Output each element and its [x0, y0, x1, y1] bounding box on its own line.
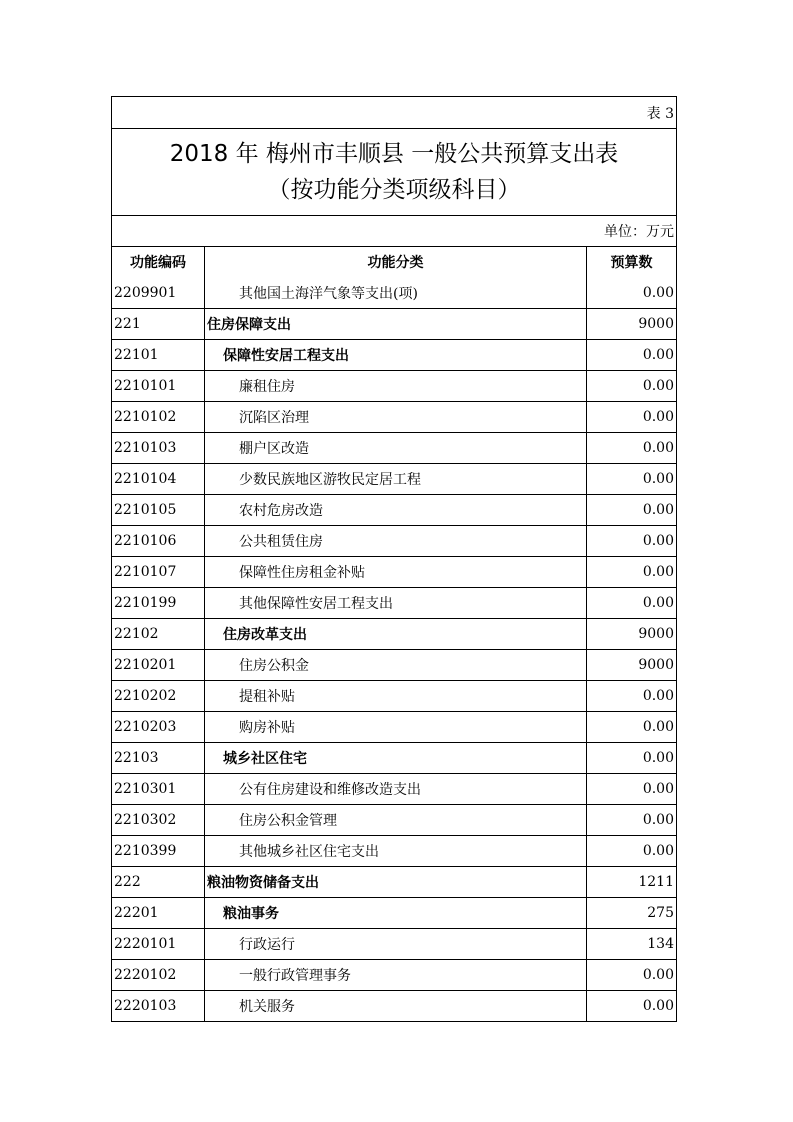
row-category: 粮油物资储备支出	[205, 867, 587, 897]
row-code: 2220101	[112, 929, 205, 959]
row-category: 公共租赁住房	[205, 526, 587, 556]
table-row	[112, 773, 676, 804]
row-code: 2210105	[112, 495, 205, 525]
row-amount: 0.00	[642, 533, 674, 549]
header-amount: 预算数	[610, 255, 653, 271]
header-category: 功能分类	[205, 247, 587, 277]
table-row	[112, 525, 676, 556]
row-code: 2210104	[112, 464, 205, 494]
row-amount: 0.00	[642, 471, 674, 487]
row-amount: 0.00	[642, 284, 674, 301]
row-code: 2210102	[112, 402, 205, 432]
row-code: 2210399	[112, 836, 205, 866]
row-amount: 9000	[638, 657, 674, 673]
table-header	[112, 246, 676, 277]
table-row	[112, 866, 676, 897]
row-category: 城乡社区住宅	[205, 743, 587, 773]
row-category: 其他国土海洋气象等支出(项)	[205, 277, 587, 308]
row-category: 农村危房改造	[205, 495, 587, 525]
row-category: 粮油事务	[205, 898, 587, 928]
row-code: 22201	[112, 898, 205, 928]
row-code: 221	[112, 309, 205, 339]
table-row	[112, 742, 676, 773]
table-row	[112, 401, 676, 432]
row-code: 2210203	[112, 712, 205, 742]
row-code: 22103	[112, 743, 205, 773]
row-amount: 0.00	[642, 998, 674, 1014]
table-row	[112, 835, 676, 866]
row-category: 住房公积金	[205, 650, 587, 680]
row-code: 2210101	[112, 371, 205, 401]
row-code: 2220102	[112, 960, 205, 990]
row-category: 少数民族地区游牧民定居工程	[205, 464, 587, 494]
table-row	[112, 897, 676, 928]
row-category: 沉陷区治理	[205, 402, 587, 432]
row-code: 222	[112, 867, 205, 897]
row-amount: 0.00	[642, 409, 674, 425]
table-row	[112, 339, 676, 370]
table-row	[112, 928, 676, 959]
table-row	[112, 308, 676, 339]
row-category: 提租补贴	[205, 681, 587, 711]
table-row	[112, 990, 676, 1021]
row-category: 廉租住房	[205, 371, 587, 401]
title-line-2: （按功能分类项级科目）	[267, 177, 521, 203]
row-amount: 0.00	[642, 781, 674, 797]
row-code: 2220103	[112, 991, 205, 1021]
row-amount: 0.00	[642, 595, 674, 611]
budget-table	[111, 96, 677, 1022]
row-code: 22101	[112, 340, 205, 370]
row-category: 其他保障性安居工程支出	[205, 588, 587, 618]
row-code: 2209901	[112, 277, 205, 308]
table-row	[112, 463, 676, 494]
table-row	[112, 277, 676, 308]
row-amount: 0.00	[642, 967, 674, 983]
row-category: 住房公积金管理	[205, 805, 587, 835]
row-category: 保障性住房租金补贴	[205, 557, 587, 587]
row-category: 其他城乡社区住宅支出	[205, 836, 587, 866]
table-row	[112, 494, 676, 525]
row-category: 住房改革支出	[205, 619, 587, 649]
row-amount: 1211	[638, 874, 674, 890]
row-code: 22102	[112, 619, 205, 649]
unit-label: 单位：万元	[112, 215, 676, 246]
row-amount: 0.00	[642, 750, 674, 766]
row-amount: 0.00	[642, 347, 674, 363]
row-amount: 9000	[638, 626, 674, 642]
row-amount: 275	[647, 905, 674, 921]
row-amount: 0.00	[642, 564, 674, 580]
row-category: 购房补贴	[205, 712, 587, 742]
row-code: 2210201	[112, 650, 205, 680]
row-amount: 0.00	[642, 812, 674, 828]
header-code: 功能编码	[112, 247, 205, 277]
row-category: 棚户区改造	[205, 433, 587, 463]
row-category: 机关服务	[205, 991, 587, 1021]
table-row	[112, 711, 676, 742]
table-row	[112, 959, 676, 990]
row-category: 保障性安居工程支出	[205, 340, 587, 370]
table-number: 表 3	[646, 105, 674, 122]
row-amount: 0.00	[642, 440, 674, 456]
table-row	[112, 649, 676, 680]
table-row	[112, 618, 676, 649]
table-row	[112, 587, 676, 618]
table-row	[112, 680, 676, 711]
row-code: 2210302	[112, 805, 205, 835]
row-code: 2210103	[112, 433, 205, 463]
row-category: 住房保障支出	[205, 309, 587, 339]
row-amount: 0.00	[642, 688, 674, 704]
row-code: 2210107	[112, 557, 205, 587]
row-code: 2210199	[112, 588, 205, 618]
table-body	[112, 277, 676, 1021]
page-title	[112, 128, 676, 215]
row-category: 行政运行	[205, 929, 587, 959]
row-category: 公有住房建设和维修改造支出	[205, 774, 587, 804]
table-row	[112, 804, 676, 835]
row-code: 2210301	[112, 774, 205, 804]
row-amount: 0.00	[642, 843, 674, 859]
row-amount: 134	[647, 936, 674, 952]
row-category: 一般行政管理事务	[205, 960, 587, 990]
row-amount: 0.00	[642, 719, 674, 735]
row-amount: 9000	[638, 316, 674, 332]
row-amount: 0.00	[642, 502, 674, 518]
row-amount: 0.00	[642, 378, 674, 394]
row-code: 2210106	[112, 526, 205, 556]
table-row	[112, 556, 676, 587]
table-row	[112, 370, 676, 401]
title-line-1: 2018 年 梅州市丰顺县 一般公共预算支出表	[169, 141, 619, 167]
row-code: 2210202	[112, 681, 205, 711]
table-row	[112, 432, 676, 463]
